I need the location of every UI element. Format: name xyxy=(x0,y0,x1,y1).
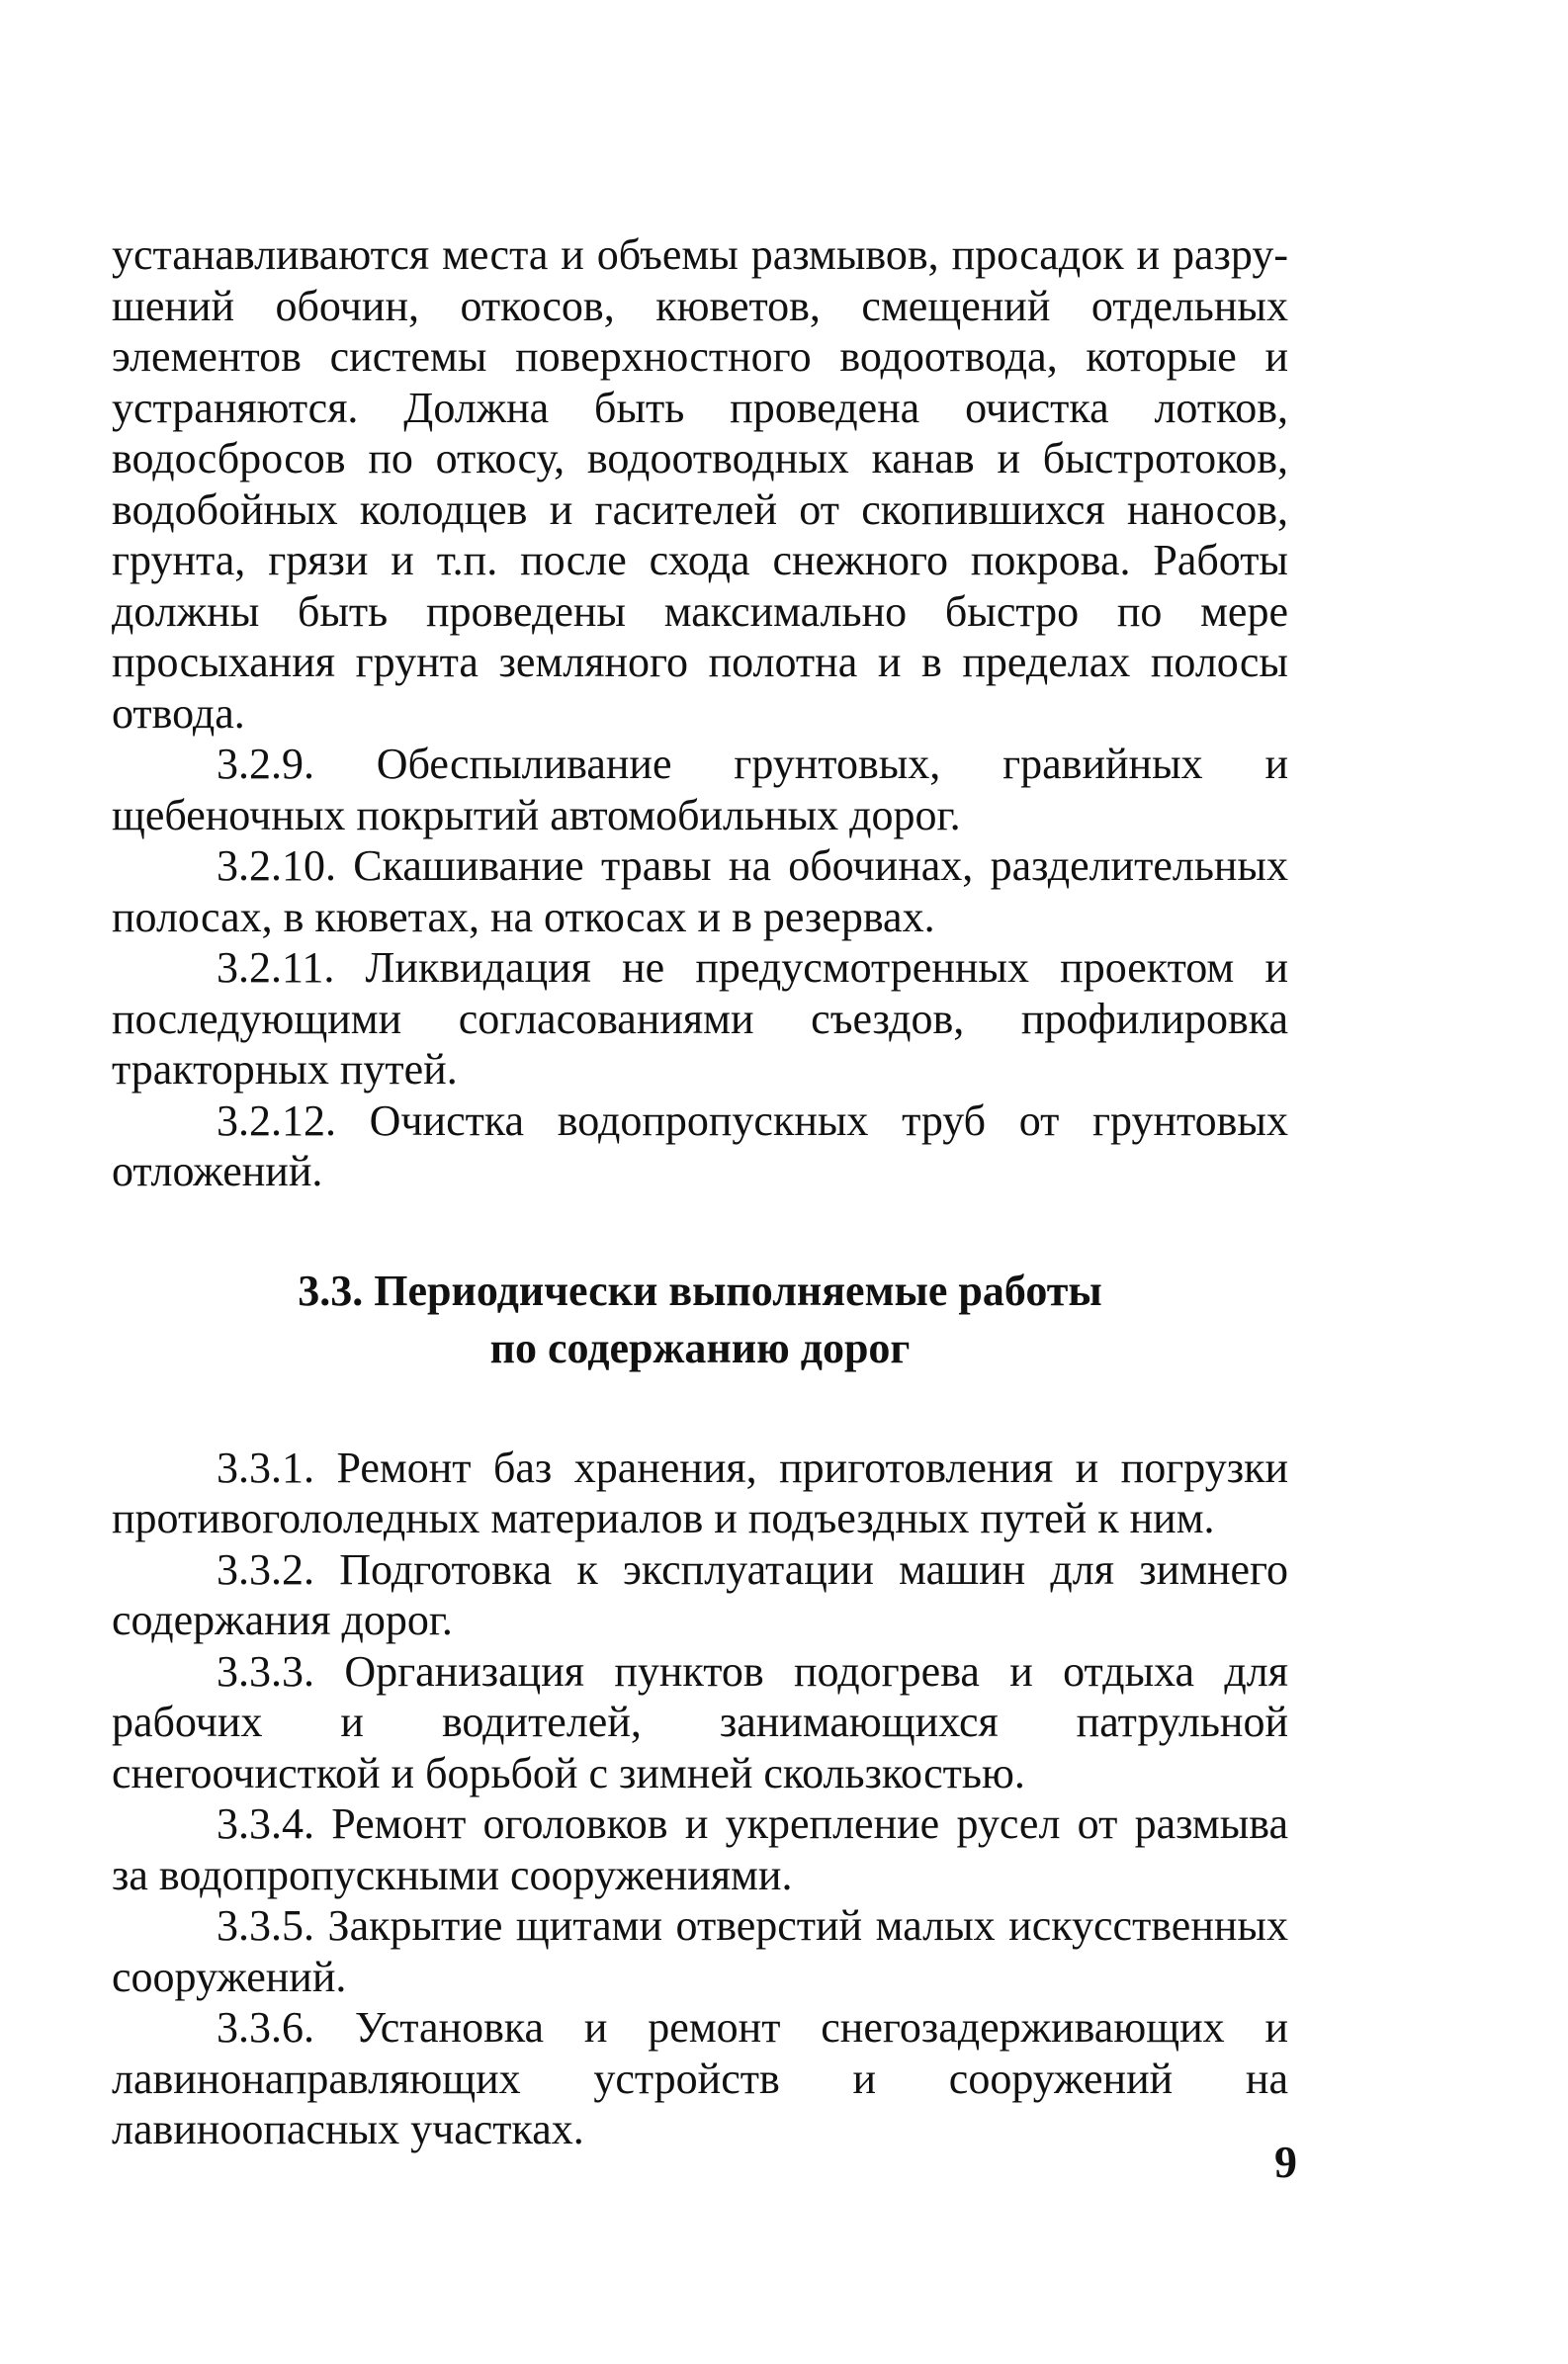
page-number: 9 xyxy=(1274,2137,1297,2187)
paragraph-3-2-12: 3.2.12. Очистка водопропускных труб от грунтовых отложений. xyxy=(112,1095,1288,1195)
paragraph-3-2-10: 3.2.10. Скашивание травы на обочинах, разделительных полосах, в кюветах, на откосах и в резервах. xyxy=(112,841,1288,941)
section-heading xyxy=(112,1263,1288,1377)
paragraph-3-3-2: 3.3.2. Подготовка к эксплуатации машин для зимнего содержания дорог. xyxy=(112,1544,1288,1644)
paragraph-3-3-1: 3.3.1. Ремонт баз хранения, приготовления и погрузки противогололедных материалов и подъездных путей к ним. xyxy=(112,1443,1288,1542)
section-heading-line-2: по содержанию дорог xyxy=(489,1323,911,1372)
paragraph-3-3-6: 3.3.6. Установка и ремонт снегозадерживающих и лавинонаправляющих устройств и сооружений на лавиноопасных участках. xyxy=(112,2003,1288,2153)
paragraph-intro: устанавливаются места и объемы размывов, просадок и разрушений обочин, откосов, кюветов, смещений отдельных элементов системы поверхностного водоотвода, которые и устраняются. Должна быть проведена очистка лотков, водосбросов по откосу, водоотводных канав и быстротоков, водобойных колодцев и гасителей от скопившихся наносов, грунта, грязи и т.п. после схода снежного покрова. Работы должны быть проведены максимально быстро по мере просыхания грунта земляного полотна и в пределах полосы отвода. xyxy=(112,230,1288,738)
section-heading-line-1: 3.3. Периодически выполняемые работы xyxy=(298,1266,1102,1315)
paragraph-3-2-9: 3.2.9. Обеспыливание грунтовых, гравийных и щебеночных покрытий автомобильных дорог. xyxy=(112,740,1288,839)
paragraph-3-3-3: 3.3.3. Организация пунктов подогрева и отдыха для рабочих и водителей, занимающихся патрульной снегоочисткой и борьбой с зимней скользкостью. xyxy=(112,1646,1288,1797)
paragraph-3-3-4: 3.3.4. Ремонт оголовков и укрепление русел от размыва за водопропускными сооружениями. xyxy=(112,1799,1288,1899)
paragraph-3-3-5: 3.3.5. Закрытие щитами отверстий малых искусственных сооружений. xyxy=(112,1901,1288,2001)
document-page xyxy=(112,229,1288,2155)
paragraph-3-2-11: 3.2.11. Ликвидация не предусмотренных проектом и последующими согласованиями съездов, профилировка тракторных путей. xyxy=(112,943,1288,1094)
